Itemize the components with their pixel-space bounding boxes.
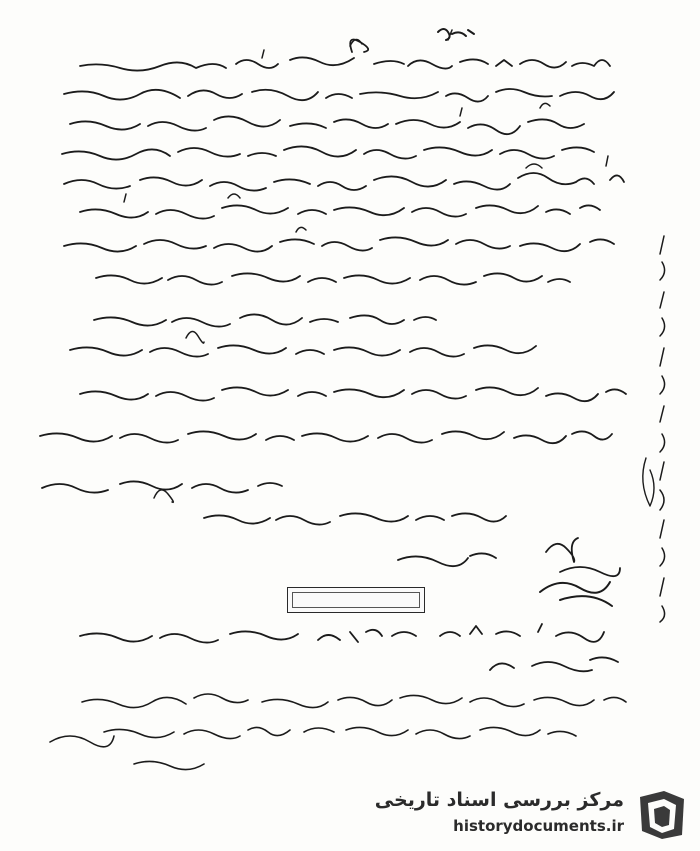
text-line-15 xyxy=(80,624,604,643)
signature-block xyxy=(398,538,620,606)
text-line-10 xyxy=(70,331,536,356)
text-line-11 xyxy=(80,387,626,401)
text-line-19 xyxy=(50,736,204,770)
text-line-3 xyxy=(70,103,584,134)
watermark-title: مرکز بررسی اسناد تاریخی xyxy=(374,789,624,811)
stamp-box xyxy=(287,587,425,613)
text-line-18 xyxy=(104,727,576,738)
text-line-4 xyxy=(62,146,594,159)
text-line-17 xyxy=(82,694,626,708)
text-line-9 xyxy=(94,314,436,326)
text-line-5 xyxy=(64,156,624,191)
text-line-6 xyxy=(80,194,600,219)
watermark xyxy=(374,785,690,843)
stamp-inner-frame xyxy=(292,592,420,608)
text-line-7 xyxy=(64,227,614,251)
book-scroll-logo-icon xyxy=(634,787,690,841)
margin-note-vertical xyxy=(643,236,665,622)
text-line-13 xyxy=(42,481,282,492)
text-line-16 xyxy=(490,657,618,671)
text-line-8 xyxy=(96,273,570,284)
watermark-url: historydocuments.ir xyxy=(453,817,624,835)
text-line-1 xyxy=(80,30,610,71)
text-line-14 xyxy=(154,490,506,525)
text-line-2 xyxy=(64,89,614,102)
header-mark xyxy=(438,29,474,40)
text-line-12 xyxy=(40,431,612,443)
